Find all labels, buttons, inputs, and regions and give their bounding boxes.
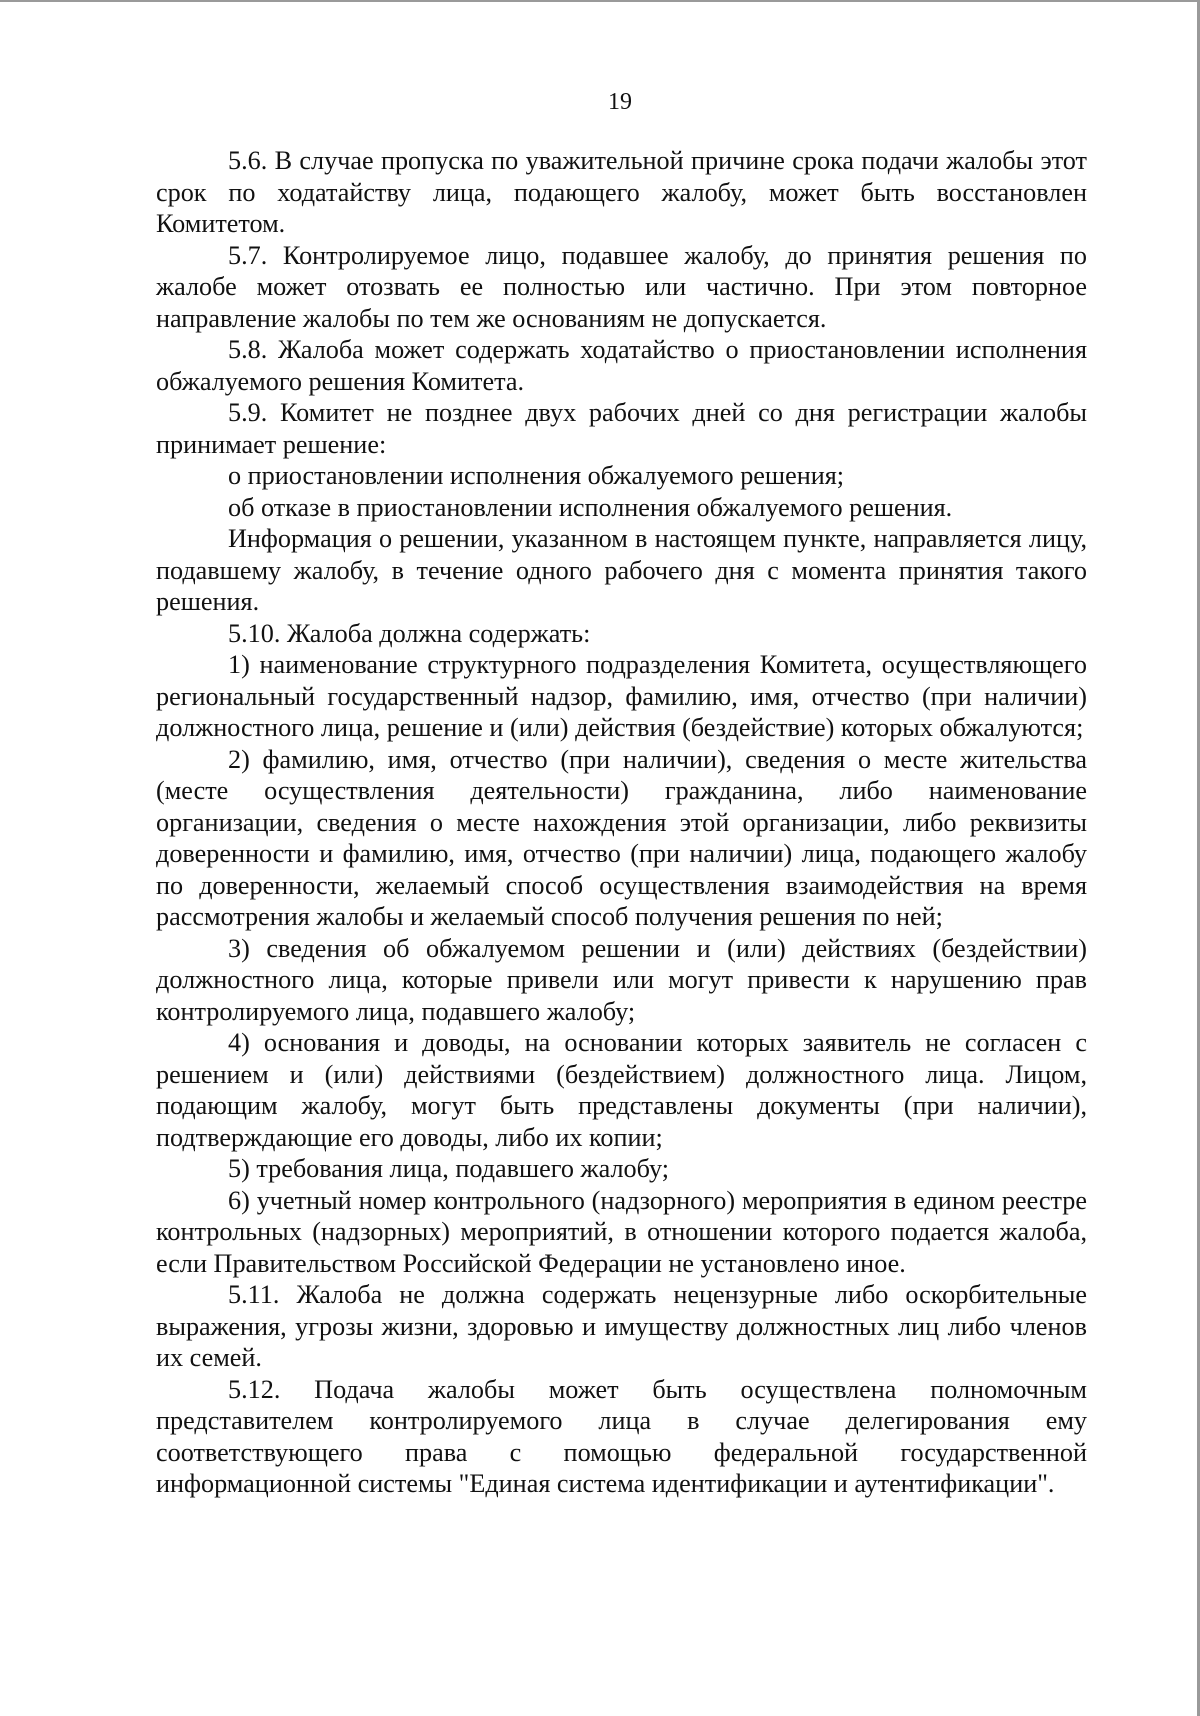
- paragraph-5-6: 5.6. В случае пропуска по уважительной причине срока подачи жалобы этот срок по ходатайству лица, подающего жалобу, может быть восстановлен Комитетом.: [156, 146, 1087, 238]
- page-number: 19: [608, 89, 632, 115]
- paragraph-5-9: 5.9. Комитет не позднее двух рабочих дней со дня регистрации жалобы принимает решение:: [156, 398, 1087, 459]
- list-item-5: 5) требования лица, подавшего жалобу;: [228, 1154, 669, 1183]
- paragraph-5-8: 5.8. Жалоба может содержать ходатайство о приостановлении исполнения обжалуемого решения Комитета.: [156, 335, 1087, 396]
- list-item-2: 2) фамилию, имя, отчество (при наличии), сведения о месте жительства (месте осуществления деятельности) гражданина, либо наименование организации, сведения о месте нахождения этой организации, либо реквизиты доверенности и фамилию, имя, отчество (при наличии) лица, подающего жалобу по доверенности, желаемый способ осуществления взаимодействия на время рассмотрения жалобы и желаемый способ получения решения по ней;: [156, 744, 1087, 931]
- paragraph-5-10: 5.10. Жалоба должна содержать:: [228, 618, 591, 648]
- scan-edge-top: [0, 0, 1200, 2]
- document-body: [156, 145, 1087, 1500]
- list-item-3: 3) сведения об обжалуемом решении и (или) действиях (бездействии) должностного лица, которые привели или могут привести к нарушению прав контролируемого лица, подавшего жалобу;: [156, 933, 1087, 1026]
- list-item-1: 1) наименование структурного подразделения Комитета, осуществляющего региональный государственный надзор, фамилию, имя, отчество (при наличии) должностного лица, решение и (или) действия (бездействие) которых обжалуются;: [156, 650, 1087, 742]
- paragraph-5-12: 5.12. Подача жалобы может быть осуществлена полномочным представителем контролируемого лица в случае делегирования ему соответствующего права с помощью федеральной государственной информационной системы "Единая система идентификации и аутентификации".: [156, 1374, 1087, 1498]
- paragraph-5-7: 5.7. Контролируемое лицо, подавшее жалобу, до принятия решения по жалобе может отозвать ее полностью или частично. При этом повторное направление жалобы по тем же основаниям не допускается.: [156, 240, 1087, 333]
- list-item-4: 4) основания и доводы, на основании которых заявитель не согласен с решением и (или) действиями (бездействием) должностного лица. Лицом, подающим жалобу, могут быть представлены документы (при наличии), подтверждающие его доводы, либо их копии;: [156, 1028, 1087, 1152]
- list-item-6: 6) учетный номер контрольного (надзорного) мероприятия в едином реестре контрольных (надзорных) мероприятий, в отношении которого подается жалоба, если Правительством Российской Федерации не установлено иное.: [156, 1185, 1087, 1278]
- paragraph-5-9-option-refuse: об отказе в приостановлении исполнения обжалуемого решения.: [228, 492, 953, 522]
- paragraph-5-9-information: Информация о решении, указанном в настоящем пункте, направляется лицу, подавшему жалобу, в течение одного рабочего дня с момента принятия такого решения.: [156, 524, 1087, 616]
- paragraph-5-11: 5.11. Жалоба не должна содержать нецензурные либо оскорбительные выражения, угрозы жизни, здоровью и имуществу должностных лиц либо членов их семей.: [156, 1280, 1087, 1372]
- paragraph-5-9-option-suspend: о приостановлении исполнения обжалуемого решения;: [228, 461, 845, 490]
